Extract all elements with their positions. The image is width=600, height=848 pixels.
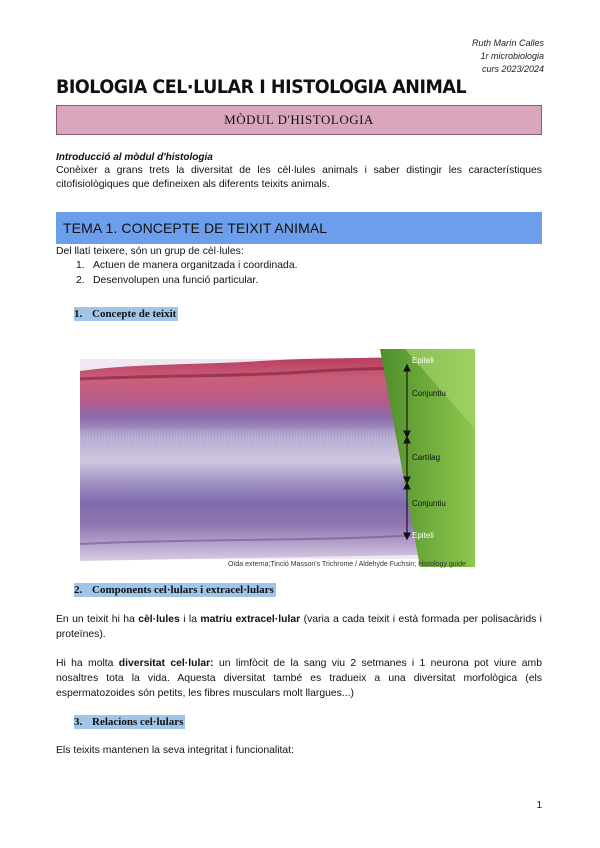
tema-title: TEMA 1. CONCEPTE DE TEIXIT ANIMAL [63, 220, 328, 236]
module-title-box [56, 105, 542, 135]
definition-text: Del llatí teixere, són un grup de cèl·lules: [56, 246, 244, 257]
tema-heading-bar [56, 212, 542, 244]
label-epiteli-top: Epiteli [412, 356, 434, 365]
document-title: BIOLOGIA CEL·LULAR I HISTOLOGIA ANIMAL [56, 76, 467, 98]
definition-list [76, 259, 298, 288]
author-year: curs 2023/2024 [481, 64, 544, 74]
paragraph-diversity: Hi ha molta diversitat cel·lular: un limfòcit de la sang viu 2 setmanes i 1 neurona pot viure amb nosaltres tota la vida. Aquesta diversitat també es tradueix a una diversitat morfològica (els espermatozoides són petits, les fibres musculars molt llargues...) [56, 658, 542, 699]
label-epiteli-bottom: Epiteli [412, 531, 434, 540]
list-item: 1. Actuen de manera organitzada i coordinada. [76, 260, 298, 271]
list-item: 2. Desenvolupen una funció particular. [76, 274, 259, 286]
intro-heading: Introducció al mòdul d'histologia [56, 152, 213, 163]
author-name: Ruth Marín Calles [471, 38, 544, 48]
label-conjuntiu-bottom: Conjuntiu [412, 499, 446, 508]
author-course: 1r microbiologia [480, 51, 544, 61]
author-block [472, 37, 544, 76]
histology-figure [80, 349, 475, 567]
label-cartilag: Cartílag [412, 453, 441, 462]
paragraph-components: En un teixit hi ha cèl·lules i la matriu extracel·lular (varia a cada teixit i està formada per polisacàrids i proteïnes). [56, 614, 542, 640]
section-heading-1: 1. Concepte de teixit [74, 308, 177, 320]
page-number: 1 [536, 800, 542, 811]
module-title: MÒDUL D'HISTOLOGIA [224, 112, 374, 127]
label-conjuntiu-top: Conjuntiu [412, 389, 446, 398]
intro-text: Conèixer a grans trets la diversitat de les cèl·lules animals i saber distingir les característiques citofisiològiques que defineixen als diferents teixits animals. [56, 165, 542, 190]
section-heading-3: 3. Relacions cel·lulars [74, 716, 184, 728]
figure-caption: Oïda externa;Tinció Masson's Trichrome / Aldehyde Fuchsin; Histology guide [228, 561, 467, 568]
section-heading-2: 2. Components cel·lulars i extracel·lulars [74, 584, 274, 596]
paragraph-relations: Els teixits mantenen la seva integritat i funcionalitat: [56, 745, 294, 756]
